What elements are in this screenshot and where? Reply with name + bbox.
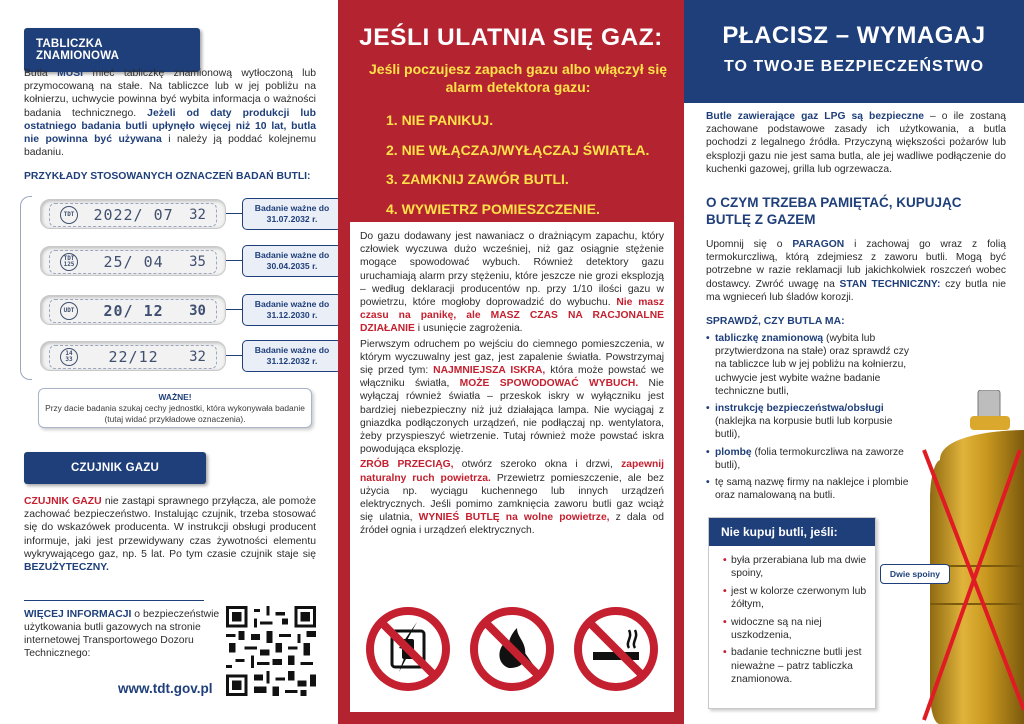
step-item: 1. NIE PANIKUJ. [386, 112, 494, 128]
list-item: • tę samą nazwę firmy na naklejce i plombie oraz namalowaną na butli. [706, 476, 920, 502]
list-item: • badanie techniczne butli jest nieważne – patrz tabliczka znamionowa. [723, 646, 867, 686]
prohibition-signs [365, 606, 659, 706]
check-list [706, 332, 920, 506]
left-panel [0, 0, 338, 724]
examples-title: PRZYKŁADY STOSOWANYCH OZNACZEŃ BADAŃ BUTLI: [24, 171, 311, 182]
list-item: • plombę (folia termokurczliwa na zaworze butli), [706, 446, 920, 472]
stamp-plate [40, 341, 226, 371]
gas-leak-text: Do gazu dodawany jest nawaniacz o drażniącym zapachu, który człowiek wyczuwa dużo wcześniej, niż gaz osiągnie stężenie mogące spowodować wybuch. Również detektory gazu uruchamiają alarm przy stężeniu, które jeszcze nie grozi eksplozją – według deklaracji producentów np. przy 1/10 ilości gazu w powietrzu, które mogłoby doprowadzić do wybuchu. Nie masz czasu na panikę, ale MASZ CZAS NA RACJONALNE DZIAŁANIE i usunięcie zagrożenia. Pierwszym odruchem po wejściu do ciemnego pomieszczenia, w którym wyczuwalny jest gaz, jest zapalenie światła. Powstrzymaj się przed tym: NAJMNIEJSZA ISKRA, która może powstać we włączniku światła, MOŻE SPOWODOWAĆ WYBUCH. Nie wyłączaj również światła – przeskok iskry w wyłączniku jest bardziej niebezpieczny niż już działająca lampa. Nie wyciągaj z gniazdka podłączonych urządzeń, nie podłączaj np. wentylatora, żeby przyspieszyć wietrzenie. Tutaj również może powstać iskra powodująca eksplozję. ZRÓB PRZECIĄG, otwórz szeroko okna i drzwi, zapewnij naturalny ruch powietrza. Przewietrz pomieszczenie, ale bez użycia np. wyciągu kuchennego lub innych urządzeń elektrycznych. Jeśli pomimo zamknięcia zaworu butli gaz wciąż się ulatnia, WYNIEŚ BUTLĘ na wolne powietrze, z dala od źródeł ognia i urządzeń elektrycznych. [360, 231, 664, 537]
divider [24, 600, 204, 601]
stamp-example [20, 291, 330, 331]
more-info-text: WIĘCEJ INFORMACJI o bezpieczeństwie użytkowania butli gazowych na stronie internetowej Transportowego Dozoru Technicznego: [24, 609, 220, 659]
right-header [684, 0, 1024, 103]
list-item: • jest w kolorze czerwonym lub żółtym, [723, 585, 867, 612]
gas-leak-subtitle: Jeśli poczujesz zapach gazu albo włączył się alarm detektora gazu: [369, 61, 667, 95]
important-note [38, 388, 312, 428]
dont-buy-title: Nie kupuj butli, jeśli: [709, 518, 875, 546]
stamp-date: 20/ 12 [103, 302, 164, 320]
two-seams-label: Dwie spoiny [880, 564, 950, 584]
stamp-number: 32 [189, 207, 206, 223]
inspection-mark-icon: 14 33 [60, 348, 78, 366]
stamp-date: 22/12 [108, 348, 159, 366]
stamp-plate [40, 199, 226, 229]
stamp-plate [40, 246, 226, 276]
steps-list [386, 112, 649, 230]
connector-line [226, 213, 242, 214]
middle-panel [338, 0, 684, 724]
connector-line [226, 260, 242, 261]
step-item: 3. ZAMKNIJ ZAWÓR BUTLI. [386, 171, 569, 187]
nameplate-paragraph: Butla MUSI mieć tabliczkę znamionową wytłoczoną lub przymocowaną na stałe. Na tabliczce lub w jej pobliżu na kołnierzu, uchwycie powinna być wybita informacja o ważności badania technicznego. Jeżeli od daty produkcji lub ostatniego badania butli upłynęło więcej niż 10 lat, butla nie powinna być używana i należy ją poddać kolejnemu badaniu. [24, 68, 317, 159]
no-fire-icon [469, 606, 555, 692]
buying-heading: O CZYM TRZEBA PAMIĘTAĆ, KUPUJĄC BUTLĘ Z GAZEM [706, 195, 962, 227]
check-title: SPRAWDŹ, CZY BUTLA MA: [706, 316, 845, 327]
stamp-date: 2022/ 07 [93, 206, 174, 224]
stamp-number: 30 [189, 303, 206, 319]
dont-buy-list [709, 546, 875, 687]
connector-line [226, 309, 242, 310]
safety-paragraph: Butle zawierające gaz LPG są bezpieczne – o ile zostaną zachowane podstawowe zasady ich użytkowania, a butla pochodzi z legalnego źródła. Przyczyną większości pożarów lub eksplozji gazu nie jest sama butla, ale jej wadliwe podłączenie do kuchenki gazowej, grilla lub ogrzewacza. [706, 111, 1007, 175]
inspection-mark-icon: TDT [60, 206, 78, 224]
no-smoking-icon [573, 606, 659, 692]
gas-sensor-paragraph: CZUJNIK GAZU nie zastąpi sprawnego przyłącza, ale pomoże zachować bezpieczeństwo. Instalując czujnik, trzeba stosować się do wskazówek producenta. W instrukcji obsługi producent informuje, jaki jest przewidywany czas żywotności elementu wykrywającego gaz, np. 5 lat. Po tym czasie czujnik staje się BEZUŻYTECZNY. [24, 496, 316, 574]
stamp-plate [40, 295, 226, 325]
right-panel [684, 0, 1024, 724]
no-switch-icon [365, 606, 451, 692]
stamp-number: 35 [189, 254, 206, 270]
inspection-mark-icon: UDT [60, 302, 78, 320]
right-subtitle: TO TWOJE BEZPIECZEŃSTWO [723, 58, 985, 75]
stamp-example [20, 242, 330, 282]
validity-label: Badanie ważne do 31.12.2032 r. [242, 340, 342, 372]
list-item: • była przerabiana lub ma dwie spoiny, [723, 554, 867, 581]
gas-leak-title: JEŚLI ULATNIA SIĘ GAZ: [359, 24, 663, 51]
stamp-example [20, 337, 330, 377]
validity-label: Badanie ważne do 31.12.2030 r. [242, 294, 342, 326]
stamp-date: 25/ 04 [103, 253, 164, 271]
stamp-example [20, 195, 330, 235]
gas-sensor-heading: CZUJNIK GAZU [24, 452, 206, 484]
gas-cylinder-icon [920, 390, 1024, 724]
list-item: • widoczne są na niej uszkodzenia, [723, 616, 867, 643]
nameplate-heading: TABLICZKA ZNAMIONOWA [24, 28, 200, 72]
connector-line [226, 355, 242, 356]
gas-leak-content [350, 222, 674, 712]
important-note-text: Przy dacie badania szukaj cechy jednostki, która wykonywała badanie (tutaj widać przykładowe oznaczenia). [45, 403, 305, 424]
receipt-paragraph: Upomnij się o PARAGON i zachowaj go wraz z folią termokurczliwą, którą zdejmiesz z zaworu butli. Mogą być potrzebne w razie reklamacji lub jakichkolwiek roszczeń wobec dostawcy. Zwróć uwagę na STAN TECHNICZNY: czy butla nie ma wgnieceń lub śladów korozji. [706, 239, 1006, 303]
list-item: • tabliczkę znamionową (wybita lub przytwierdzona na stałe) oraz sprawdź czy na tabliczce lub w jej pobliżu na kołnierzu, uchwycie jest wybite ważne badanie techniczne butli, [706, 332, 920, 398]
website-link[interactable]: www.tdt.gov.pl [118, 681, 213, 696]
dont-buy-box [708, 517, 876, 709]
validity-label: Badanie ważne do 31.07.2032 r. [242, 198, 342, 230]
step-item: 4. WYWIETRZ POMIESZCZENIE. [386, 200, 600, 217]
stamp-number: 32 [189, 349, 206, 365]
qr-code-icon[interactable] [226, 606, 316, 696]
important-note-title: WAŻNE! [158, 392, 192, 402]
inspection-mark-icon: TDT 125 [60, 253, 78, 271]
validity-label: Badanie ważne do 30.04.2035 r. [242, 245, 342, 277]
list-item: • instrukcję bezpieczeństwa/obsługi (naklejka na korpusie butli lub korpusie butli), [706, 402, 920, 442]
right-title: PŁACISZ – WYMAGAJ [722, 22, 986, 49]
step-item: 2. NIE WŁĄCZAJ/WYŁĄCZAJ ŚWIATŁA. [386, 141, 650, 158]
